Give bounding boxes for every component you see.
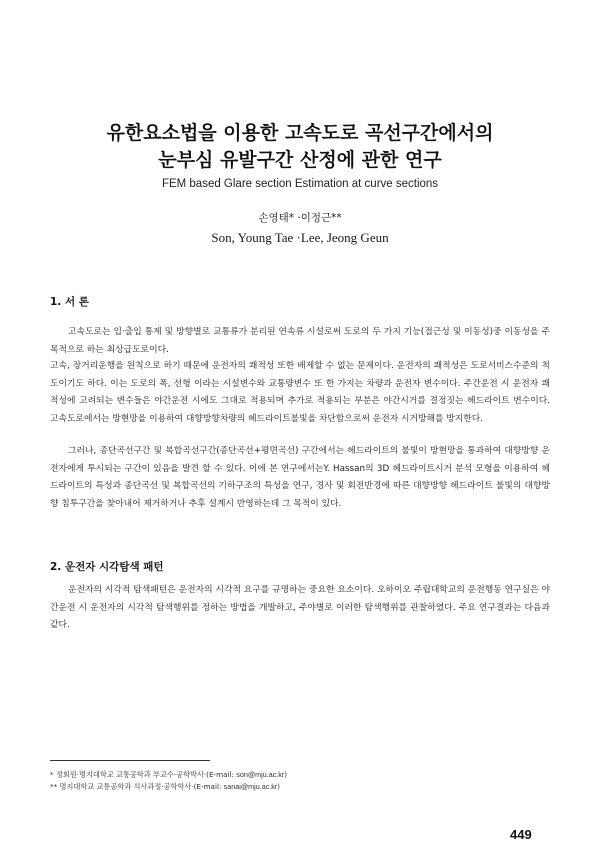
footnote-mark: ** xyxy=(50,782,58,791)
author2-email-link[interactable]: sanai@mju.ac.kr xyxy=(223,782,278,791)
footnote-divider xyxy=(50,760,210,761)
footnote-text: 명지대학교 교통공학과 석사과정·공학학사·(E-mail: xyxy=(59,782,224,791)
section2-heading: 2. 운전자 시각탐색 패턴 xyxy=(50,561,164,573)
footnote-close: ) xyxy=(277,782,281,791)
section1-paragraph: 고속, 장거리운행을 원칙으로 하기 때문에 운전자의 쾌적성 또한 배제할 수 없는 문제이다. 운전자의 쾌적성은 도로서비스수준의 척도이기도 하다. 이는 도로의 폭, 선형 이라는 시설변수와 교통량변수 또 한 가지는 차량과 운전자 변수이다. 주간운전 시 운전자 쾌적성에 고려되는 변수들은 야간운전 시에도 그대로 적용되며 추가로 적용되는 부분은 야간시거를 결정짓는 헤드라이트 변수이다. 고속도로에서는 방현망을 이용하여 대향방향차량의 헤드라이트불빛을 차단함으로써 운전자 시거방해를 방지한다. xyxy=(50,361,550,424)
section1-paragraph: 그러나, 종단곡선구간 및 복합곡선구간(종단곡선+평면곡선) 구간에서는 헤드라이트의 불빛이 방현망을 통과하여 대향방향 운전자에게 투시되는 구간이 있음을 발견 할 수 있다. 이에 본 연구에서는Y. Hassan의 3D 헤드라이트시거 분석 모형을 이용하여 헤드라이트의 특성과 종단곡선 및 복합곡선의 기하구조의 특성을 연구, 경사 및 회전반경에 따른 대향방향 헤드라이트 불빛의 대향방향 침투구간을 찾아내어 제거하거나 추후 설계시 반영하는데 그 목적이 있다. xyxy=(50,446,550,509)
author1-email-link[interactable]: son@mju.ac.kr xyxy=(236,770,285,779)
footnote-close: ) xyxy=(284,770,288,779)
section1-heading: 1. 서 론 xyxy=(50,296,89,308)
paper-title-line1: 유한요소법을 이용한 고속도로 곡선구간에서의 xyxy=(106,122,494,144)
paper-title-line2: 눈부심 유발구간 산정에 관한 연구 xyxy=(158,149,442,171)
section2-paragraph: 운전자의 시각적 탐색패턴은 운전자의 시각적 요구를 규명하는 중요한 요소이다. 오하이오 주립대학교의 운전행동 연구실은 야간운전 시 운전자의 시각적 탐색행위를 정하는 방법을 개발하고, 주야별로 이러한 탐색행위를 관찰하였다. 주요 연구결과는 다음과 같다. xyxy=(50,585,550,630)
section1-paragraph: 고속도로는 입·출입 통제 및 방향별로 교통류가 분리된 연속류 시설로써 도로의 두 가지 기능(접근성 및 이동성)중 이동성을 주목적으로 하는 최상급도로이다. xyxy=(50,327,550,355)
authors-english: Son, Young Tae ·Lee, Jeong Geun xyxy=(211,230,389,245)
footnote-mark: * xyxy=(50,770,54,779)
footnote-author1 xyxy=(50,770,287,780)
authors-korean: 손영태* ·이정근** xyxy=(258,212,342,224)
footnote-author2 xyxy=(50,782,280,792)
english-title: FEM based Glare section Estimation at curve sections xyxy=(161,178,439,190)
page-number: 449 xyxy=(510,827,532,842)
footnote-text: 정회원·명지대학교 교통공학과 부교수·공학박사·(E-mail: xyxy=(55,770,237,779)
